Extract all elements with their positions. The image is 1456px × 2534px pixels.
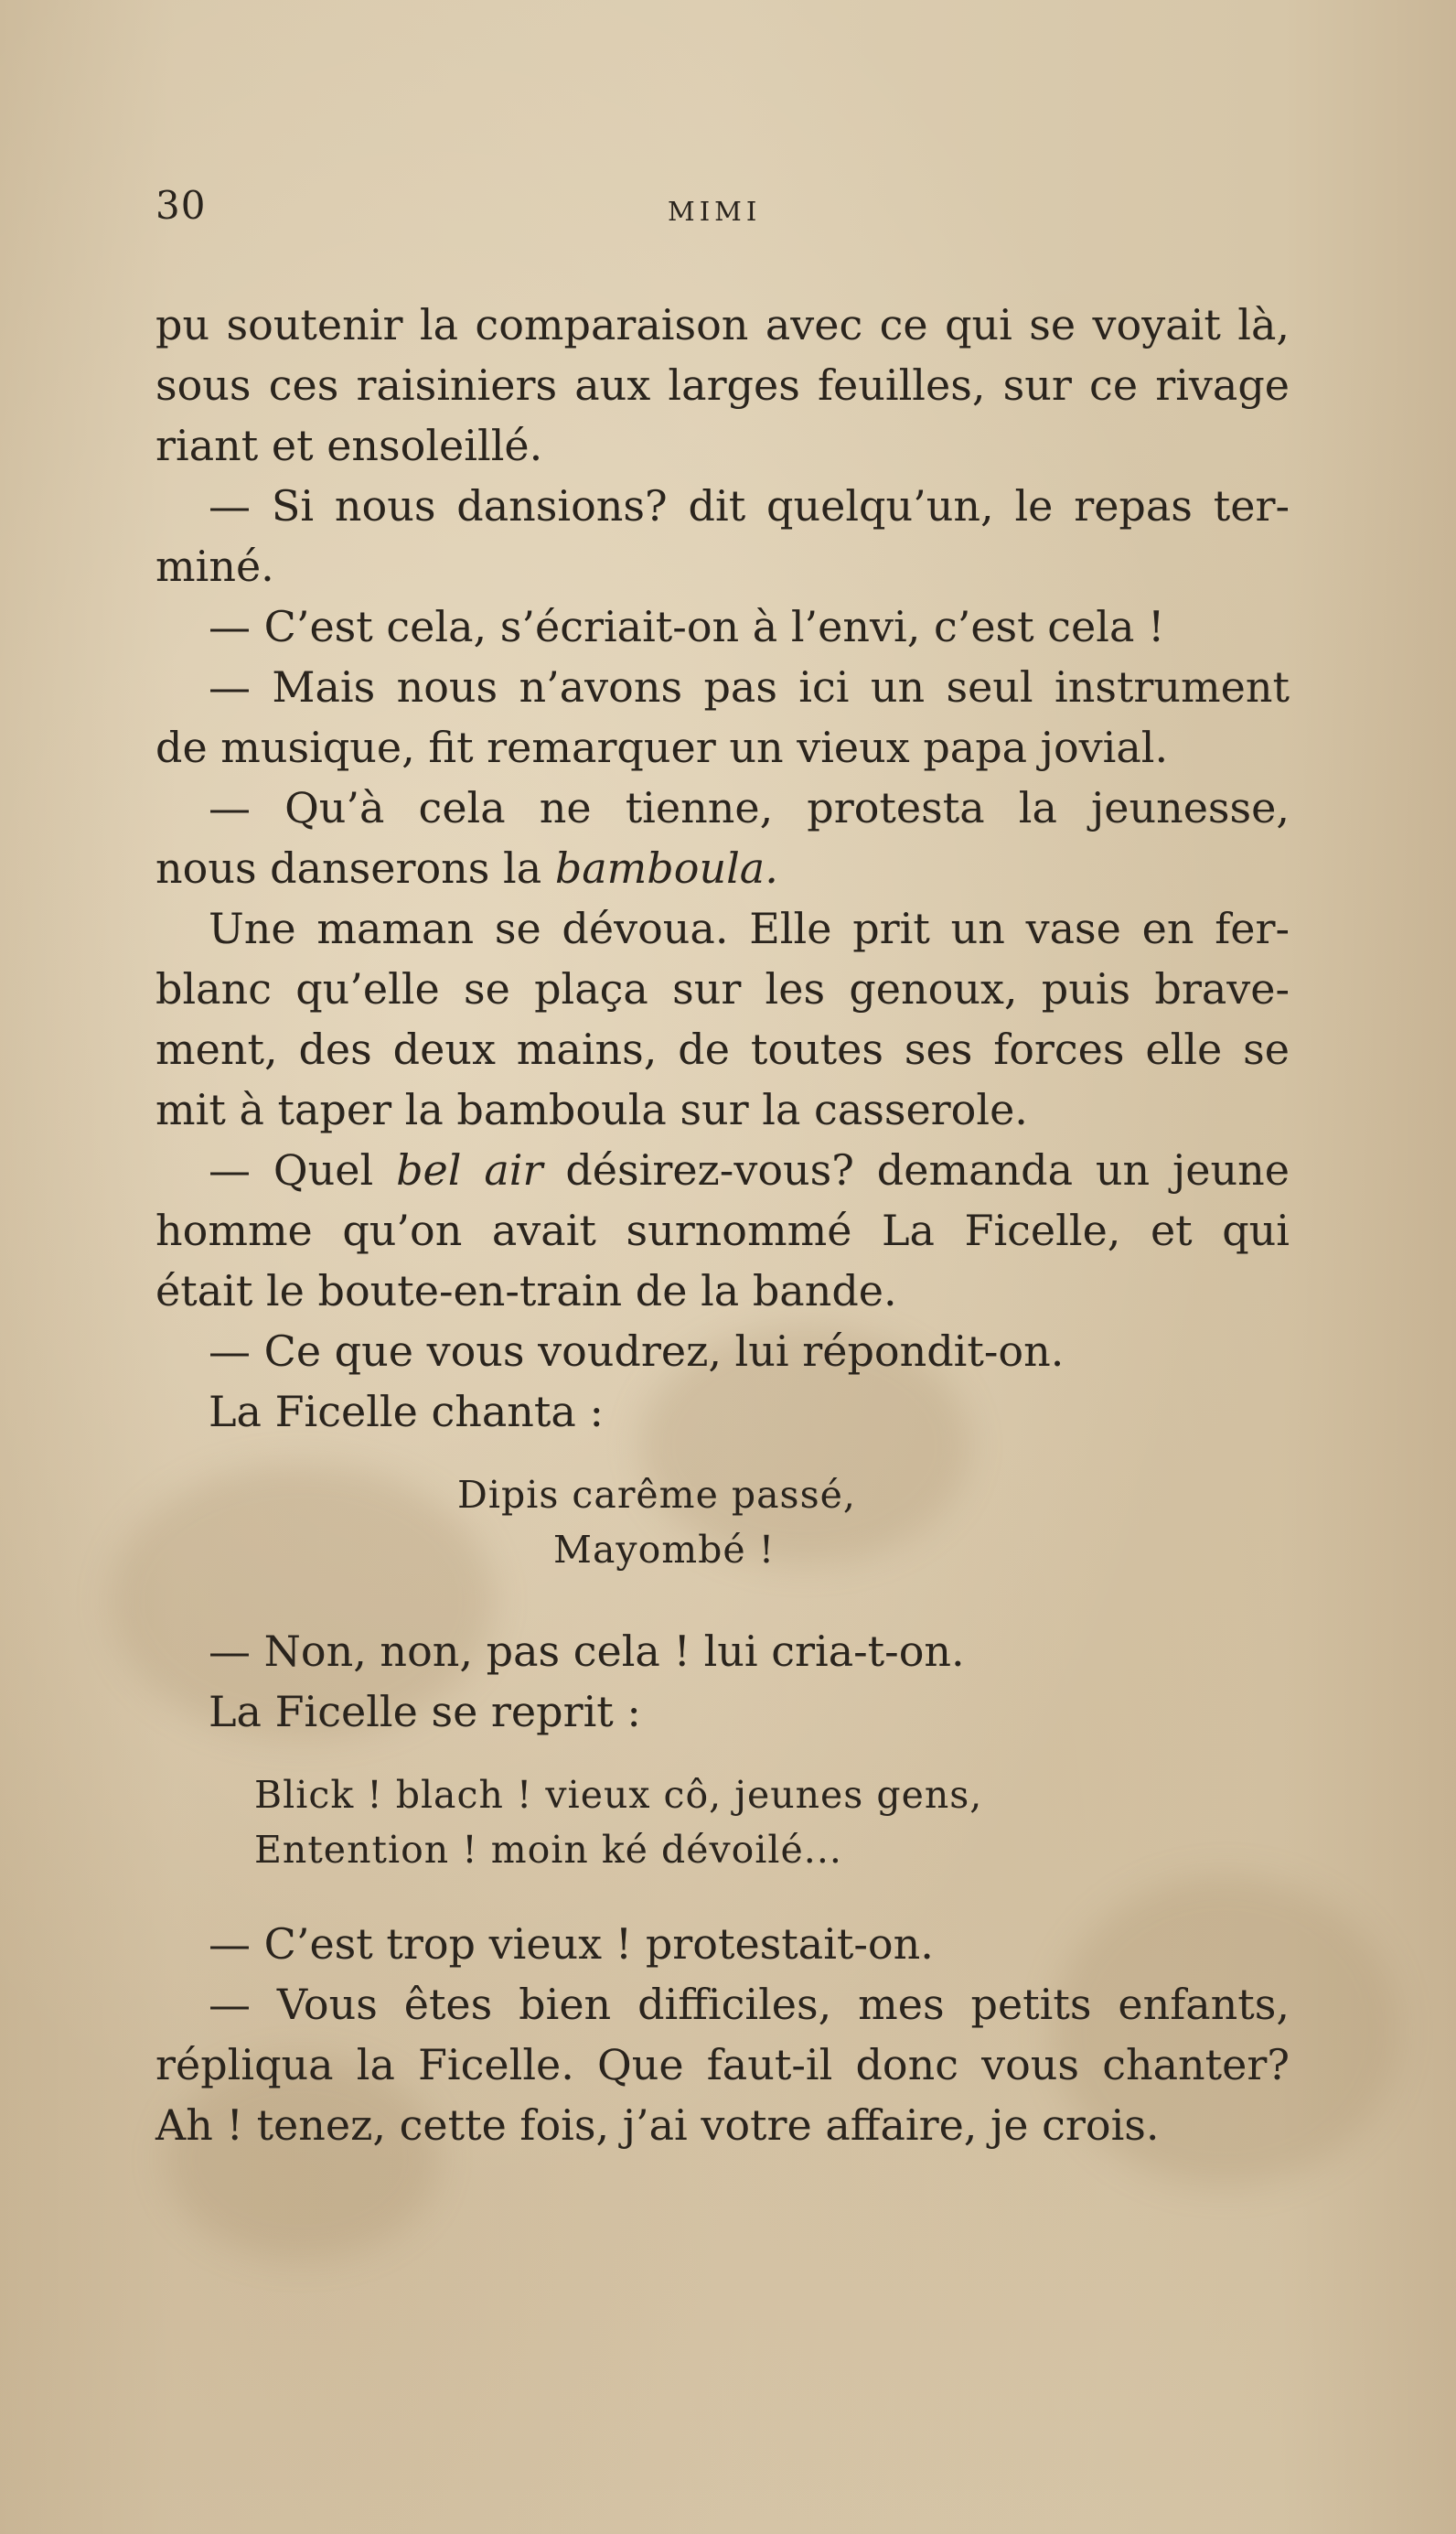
spacer (155, 1742, 1290, 1767)
text-line (155, 1140, 1290, 1200)
spacer (155, 1877, 1290, 1914)
text-segment: nous danserons la (155, 843, 555, 893)
text-line: de musique, fit remarquer un vieux papa jovial. (155, 723, 1169, 772)
text-line: pu soutenir la comparaison avec ce qui se voyait là, (155, 300, 1290, 349)
text-line: Une maman se dévoua. Elle prit un vase en fer- (209, 904, 1290, 953)
text-segment: désirez-vous? demanda un jeune (542, 1145, 1290, 1195)
text-line: — Si nous dansions? dit quelqu’un, le repas ter- (209, 481, 1290, 531)
text-line: — Vous êtes bien difficiles, mes petits enfants, (209, 1980, 1290, 2029)
text-line: — Ce que vous voudrez, lui répondit-on. (209, 1326, 1065, 1376)
text-line: riant et ensoleillé. (155, 421, 543, 470)
italic-word: bamboula. (554, 843, 778, 893)
spacer (155, 1577, 1290, 1621)
text-line: était le boute-en-train de la bande. (155, 1266, 897, 1315)
text-line: Ah ! tenez, cette fois, j’ai votre affaire, je crois. (155, 2100, 1160, 2150)
text-line: sous ces raisiniers aux larges feuilles, sur ce rivage (155, 360, 1290, 410)
text-line: La Ficelle chanta : (209, 1387, 604, 1436)
text-line: mit à taper la bamboula sur la casserole. (155, 1085, 1028, 1134)
spacer (155, 1442, 1290, 1467)
page-header (155, 183, 1290, 238)
italic-phrase: bel air (396, 1145, 543, 1195)
text-line: — Qu’à cela ne tienne, protesta la jeunesse, (209, 783, 1290, 832)
text-line: La Ficelle se reprit : (209, 1687, 641, 1736)
text-line: homme qu’on avait surnommé La Ficelle, et qui (155, 1206, 1290, 1255)
text-line: — C’est trop vieux ! protestait-on. (209, 1919, 934, 1969)
text-line: — Mais nous n’avons pas ici un seul instrument (209, 662, 1290, 712)
text-line: miné. (155, 542, 274, 591)
text-line: blanc qu’elle se plaça sur les genoux, puis brave- (155, 964, 1290, 1014)
verse-line: Mayombé ! (553, 1528, 776, 1572)
verse-line: Blick ! blach ! vieux cô, jeunes gens, (254, 1773, 983, 1817)
verse-line: Dipis carême passé, (457, 1473, 856, 1517)
text-line: répliqua la Ficelle. Que faut-il donc vous chanter? (155, 2040, 1290, 2089)
text-line: — C’est cela, s’écriait-on à l’envi, c’est cela ! (209, 602, 1165, 651)
text-line (155, 838, 1290, 898)
verse-line: Entention ! moin ké dévoilé... (254, 1828, 842, 1872)
text-segment: — Quel (209, 1145, 397, 1195)
text-line: ment, des deux mains, de toutes ses forces elle se (155, 1025, 1290, 1074)
page-number: 30 (155, 183, 207, 228)
text-line: — Non, non, pas cela ! lui cria-t-on. (209, 1627, 965, 1676)
body-text (155, 295, 1290, 2155)
running-title: MIMI (668, 196, 762, 227)
